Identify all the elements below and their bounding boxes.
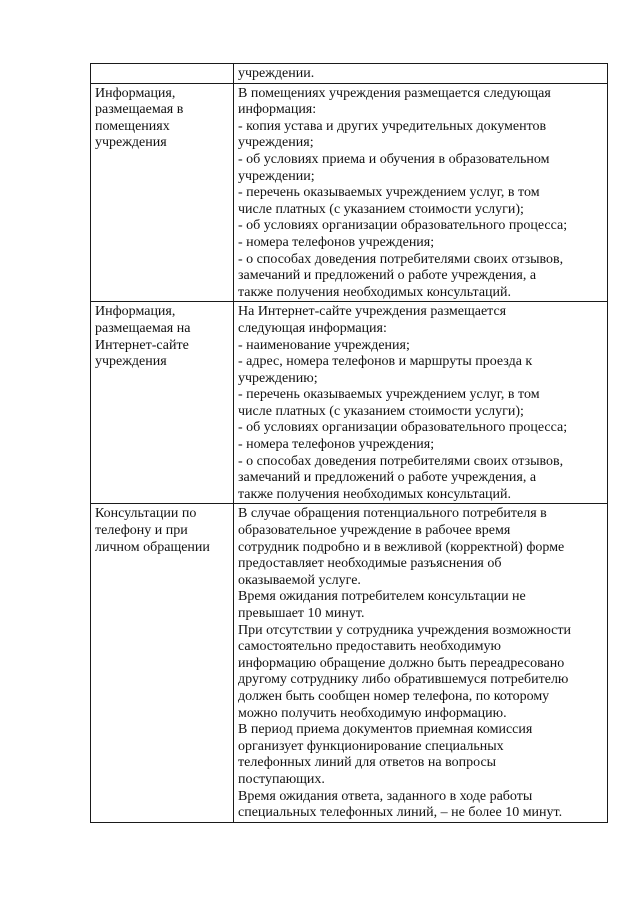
text-line: Время ожидания потребителем консультации не bbox=[238, 589, 526, 605]
text-line: информацию обращение должно быть переадресовано bbox=[238, 655, 565, 671]
text-line: образовательное учреждение в рабочее время bbox=[238, 523, 511, 539]
text-line: замечаний и предложений о работе учреждения, а bbox=[238, 268, 537, 284]
content-cell bbox=[234, 64, 608, 84]
text-line: На Интернет-сайте учреждения размещается bbox=[238, 304, 507, 320]
text-line: числе платных (с указанием стоимости услуги); bbox=[238, 201, 524, 217]
text-line: помещениях bbox=[95, 118, 170, 134]
text-line: организует функционирование специальных bbox=[238, 738, 504, 754]
text-line: В случае обращения потенциального потребителя в bbox=[238, 506, 547, 522]
label-cell bbox=[91, 64, 234, 84]
text-line: поступающих. bbox=[238, 771, 325, 787]
text-line: - о способах доведения потребителями своих отзывов, bbox=[238, 251, 564, 267]
text-line: учреждения; bbox=[238, 135, 314, 151]
text-line: При отсутствии у сотрудника учреждения возможности bbox=[238, 622, 571, 638]
text-line: числе платных (с указанием стоимости услуги); bbox=[238, 403, 524, 419]
text-line: - копия устава и других учредительных документов bbox=[238, 118, 547, 134]
table-row-consultations bbox=[91, 504, 608, 822]
table-row-website-info bbox=[91, 302, 608, 504]
text-line: - об условиях организации образовательного процесса; bbox=[238, 420, 568, 436]
text-line: - об условиях приема и обучения в образовательном bbox=[238, 151, 550, 167]
content-cell bbox=[234, 504, 608, 822]
text-line: предоставляет необходимые разъяснения об bbox=[238, 556, 502, 572]
text-line: В помещениях учреждения размещается следующая bbox=[238, 85, 551, 101]
text-line: Время ожидания ответа, заданного в ходе работы bbox=[238, 788, 533, 804]
text-line: Консультации по bbox=[95, 506, 197, 522]
text-line: также получения необходимых консультаций. bbox=[238, 486, 512, 502]
text-line: следующая информация: bbox=[238, 320, 387, 336]
text-line: другому сотруднику либо обратившемуся потребителю bbox=[238, 672, 569, 688]
text-line: учреждения bbox=[95, 354, 167, 370]
text-line: - перечень оказываемых учреждением услуг, в том bbox=[238, 185, 540, 201]
text-line: - перечень оказываемых учреждением услуг, в том bbox=[238, 387, 540, 403]
text-line: сотрудник подробно и в вежливой (корректной) форме bbox=[238, 539, 565, 555]
text-line: должен быть сообщен номер телефона, по которому bbox=[238, 688, 550, 704]
text-line: Информация, bbox=[95, 304, 176, 320]
text-line: - об условиях организации образовательного процесса; bbox=[238, 218, 568, 234]
info-table bbox=[90, 63, 608, 823]
text-line: Информация, bbox=[95, 85, 176, 101]
table-row-premises-info bbox=[91, 83, 608, 302]
label-cell bbox=[91, 83, 234, 302]
content-cell bbox=[234, 83, 608, 302]
text-line: Интернет-сайте bbox=[95, 337, 189, 353]
text-line: телефонных линий для ответов на вопросы bbox=[238, 755, 497, 771]
text-line: учреждении; bbox=[238, 168, 315, 184]
label-cell bbox=[91, 302, 234, 504]
text-line: телефону и при bbox=[95, 523, 188, 539]
text-line: самостоятельно предоставить необходимую bbox=[238, 639, 501, 655]
text-line: также получения необходимых консультаций. bbox=[238, 284, 512, 300]
text-line: учреждения bbox=[95, 135, 167, 151]
text-line: - адрес, номера телефонов и маршруты проезда к bbox=[238, 354, 533, 370]
text-line: замечаний и предложений о работе учреждения, а bbox=[238, 470, 537, 486]
text-line: учреждению; bbox=[238, 370, 318, 386]
text-line: размещаемая на bbox=[95, 320, 191, 336]
label-cell bbox=[91, 504, 234, 822]
text-line: - номера телефонов учреждения; bbox=[238, 437, 435, 453]
table-row-continuation bbox=[91, 64, 608, 84]
text-line: личном обращении bbox=[95, 539, 210, 555]
text-line: можно получить необходимую информацию. bbox=[238, 705, 507, 721]
text-line: информация: bbox=[238, 102, 317, 118]
text-line: В период приема документов приемная комиссия bbox=[238, 722, 533, 738]
text-line: оказываемой услуге. bbox=[238, 572, 361, 588]
table-body bbox=[91, 64, 608, 823]
text-line: - наименование учреждения; bbox=[238, 337, 410, 353]
text-line: - о способах доведения потребителями своих отзывов, bbox=[238, 453, 564, 469]
text-line: размещаемая в bbox=[95, 102, 184, 118]
text-line: учреждении. bbox=[238, 66, 315, 81]
text-line: - номера телефонов учреждения; bbox=[238, 234, 435, 250]
text-line: специальных телефонных линий, – не более 10 минут. bbox=[238, 805, 563, 821]
content-cell bbox=[234, 302, 608, 504]
text-line: превышает 10 минут. bbox=[238, 606, 365, 621]
